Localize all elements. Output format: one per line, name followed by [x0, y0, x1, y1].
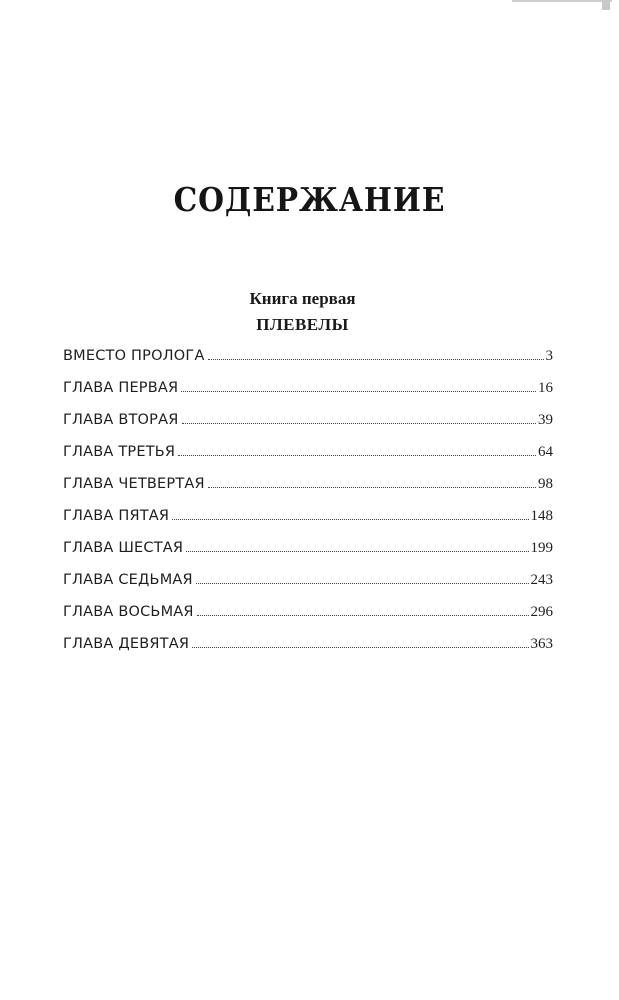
toc-entry-name: ГЛАВА ШЕСТАЯ: [63, 540, 184, 556]
toc-entry-chapter-8[interactable]: [63, 604, 553, 636]
page-title: СОДЕРЖАНИЕ: [173, 180, 446, 219]
toc-entry-page: 148: [530, 508, 553, 524]
toc-entry-page: 39: [538, 412, 553, 428]
toc-entry-page: 296: [530, 604, 553, 620]
toc-entry-chapter-5[interactable]: [63, 508, 553, 540]
toc-entry-chapter-4[interactable]: [63, 476, 553, 508]
toc-entry-page: 98: [538, 476, 553, 492]
toc-entry-name: ГЛАВА СЕДЬМАЯ: [63, 572, 193, 588]
table-of-contents: [63, 348, 553, 668]
toc-entry-name: ГЛАВА ПЕРВАЯ: [63, 380, 179, 396]
toc-entry-page: 64: [538, 444, 553, 460]
toc-entry-name: ГЛАВА ТРЕТЬЯ: [63, 444, 176, 460]
dot-leader: [208, 358, 544, 360]
toc-entry-page: 16: [538, 380, 553, 396]
toc-entry-chapter-7[interactable]: [63, 572, 553, 604]
dot-leader: [182, 422, 537, 424]
dot-leader: [208, 486, 536, 488]
dot-leader: [186, 550, 528, 552]
book-label: Книга первая: [249, 289, 356, 308]
dot-leader: [181, 390, 536, 392]
dot-leader: [178, 454, 536, 456]
scan-edge-mark: [512, 0, 612, 2]
toc-entry-chapter-2[interactable]: [63, 412, 553, 444]
dot-leader: [197, 614, 529, 616]
toc-entry-name: ГЛАВА ЧЕТВЕРТАЯ: [63, 476, 205, 492]
toc-entry-name: ВМЕСТО ПРОЛОГА: [63, 348, 205, 364]
toc-entry-page: 199: [530, 540, 553, 556]
toc-entry-chapter-9[interactable]: [63, 636, 553, 668]
dot-leader: [192, 646, 528, 648]
dot-leader: [196, 582, 529, 584]
dot-leader: [172, 518, 528, 520]
toc-entry-chapter-3[interactable]: [63, 444, 553, 476]
toc-entry-name: ГЛАВА ВОСЬМАЯ: [63, 604, 194, 620]
toc-entry-name: ГЛАВА ПЯТАЯ: [63, 508, 170, 524]
toc-entry-chapter-1[interactable]: [63, 380, 553, 412]
toc-entry-page: 363: [530, 636, 553, 652]
toc-entry-name: ГЛАВА ВТОРАЯ: [63, 412, 179, 428]
scan-corner-mark: [602, 0, 610, 10]
toc-entry-page: 3: [545, 348, 553, 364]
toc-entry-page: 243: [530, 572, 553, 588]
toc-entry-prologue[interactable]: [63, 348, 553, 380]
book-title: ПЛЕВЕЛЫ: [256, 315, 349, 334]
toc-entry-name: ГЛАВА ДЕВЯТАЯ: [63, 636, 190, 652]
toc-entry-chapter-6[interactable]: [63, 540, 553, 572]
